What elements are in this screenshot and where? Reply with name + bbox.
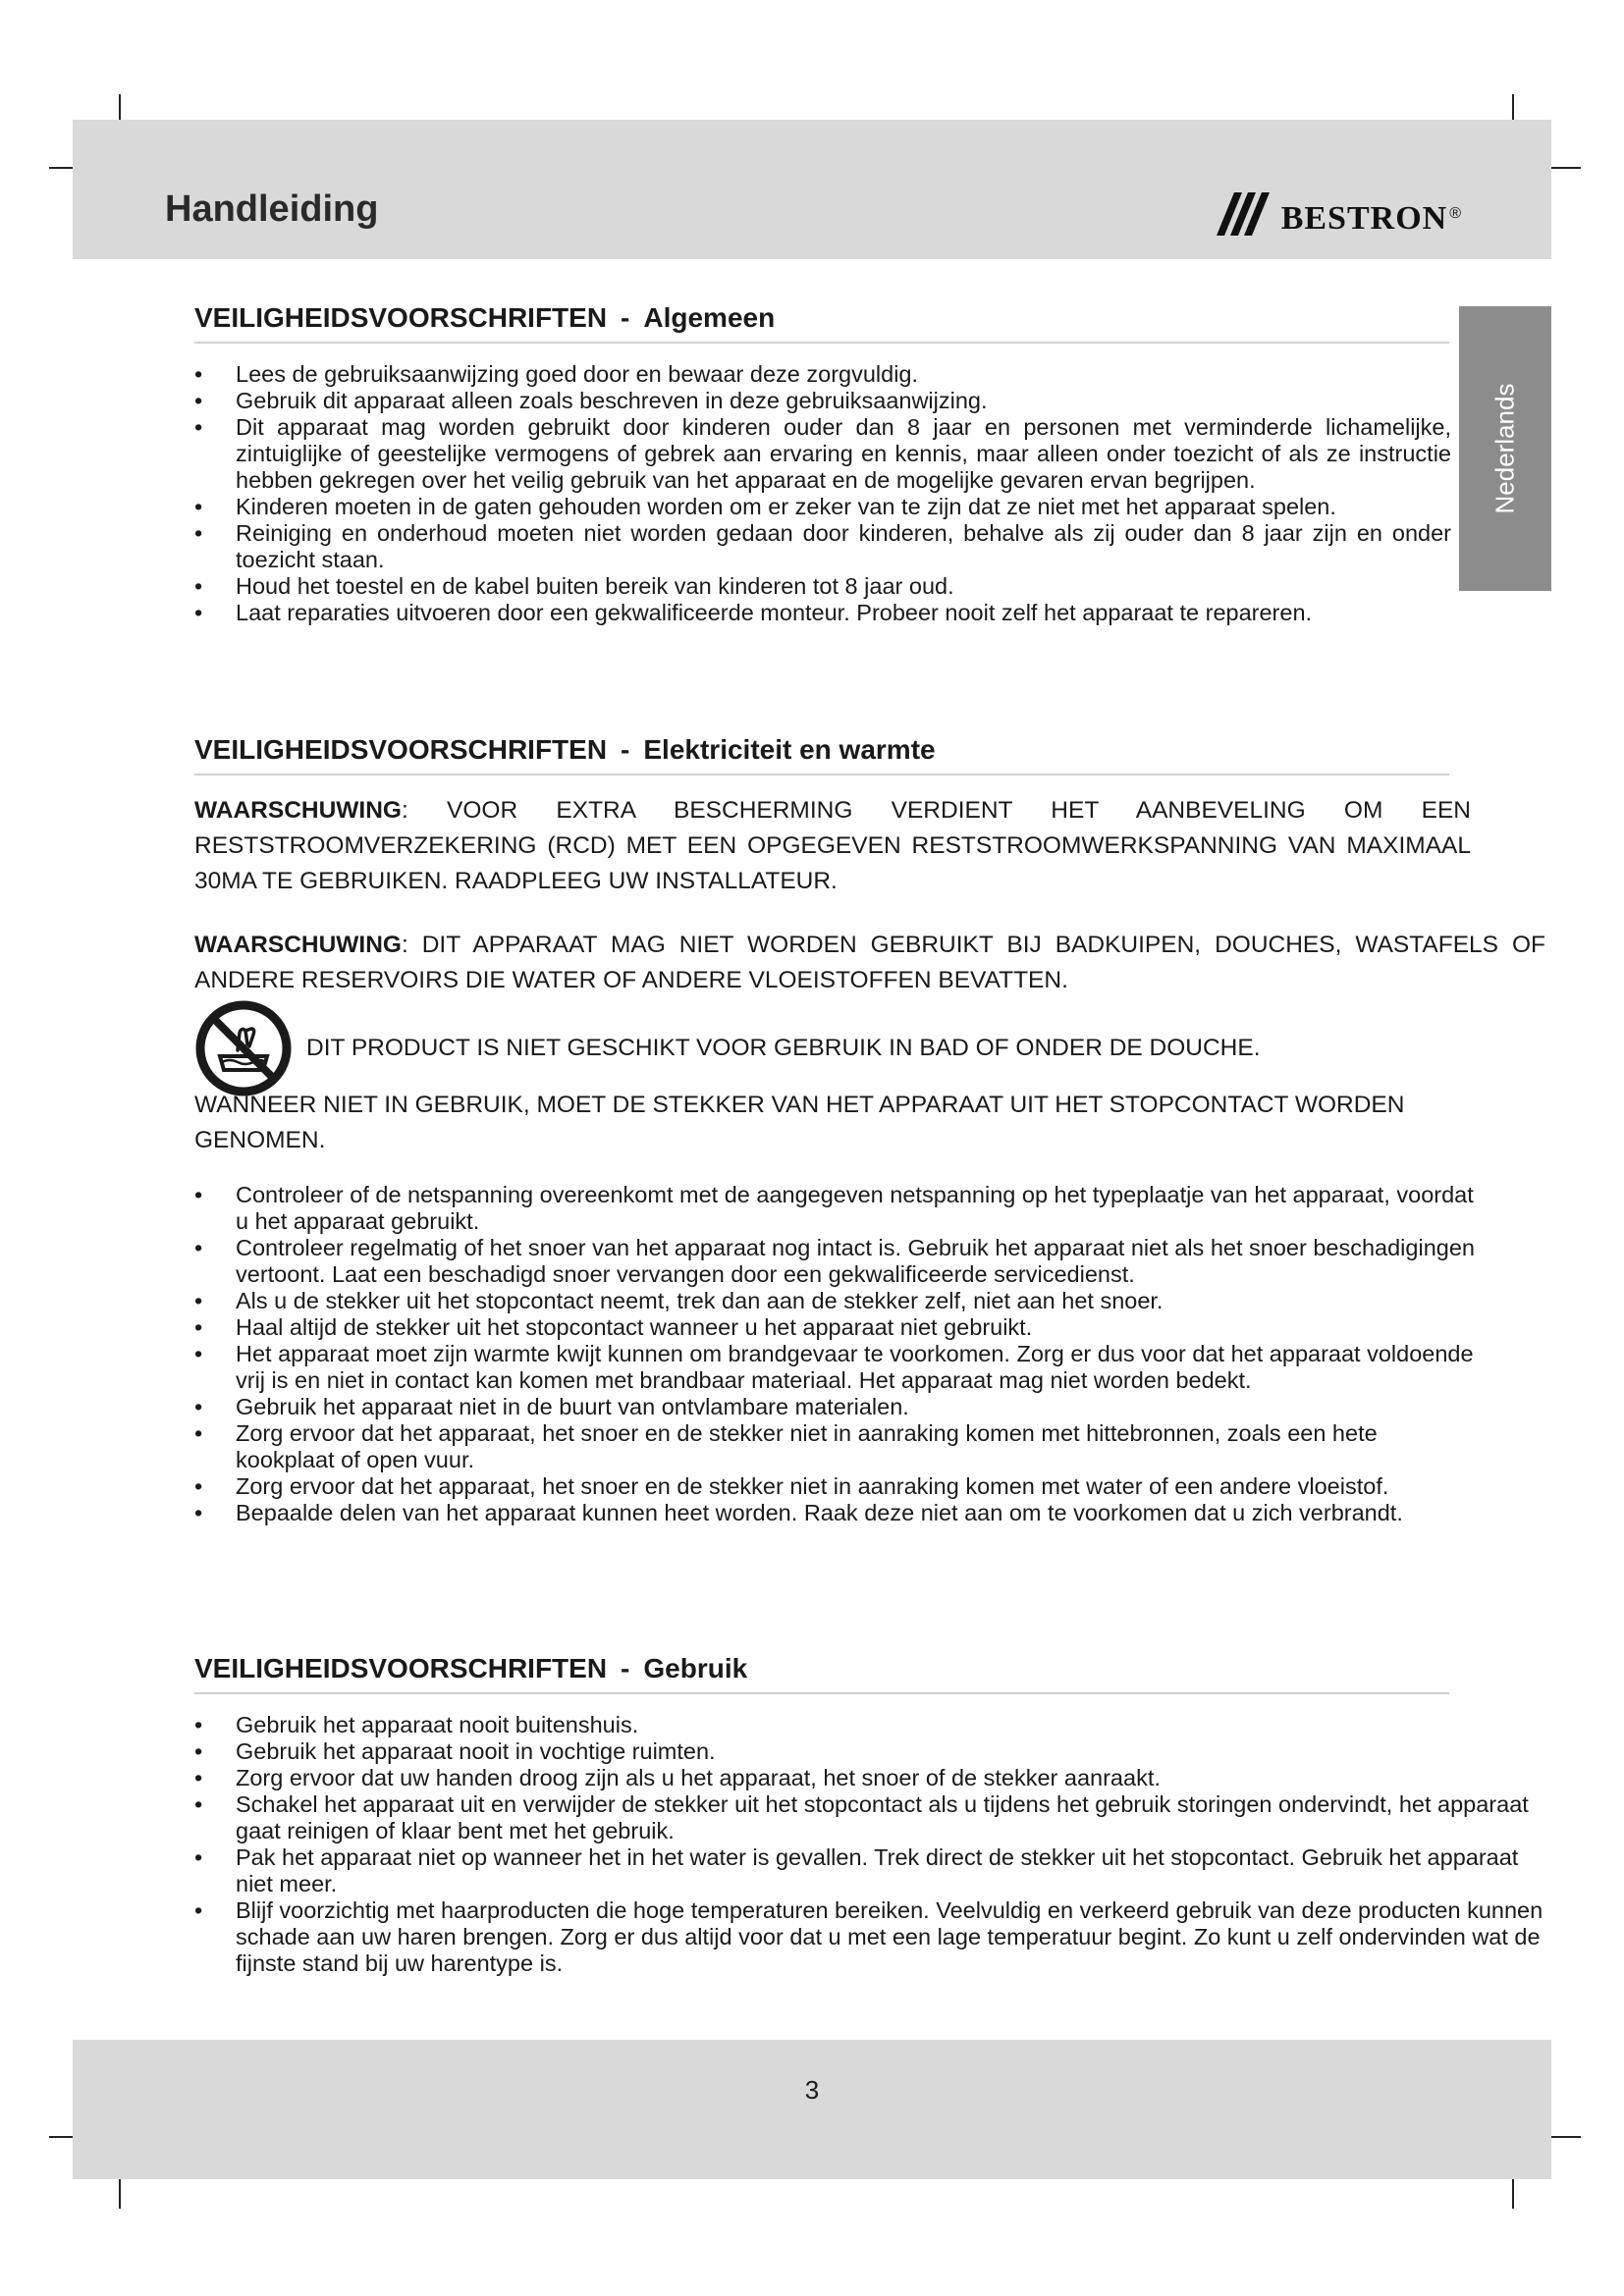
general-list	[194, 361, 1451, 626]
warning-label: WAARSCHUWING	[194, 932, 402, 958]
no-bath-icon	[194, 999, 293, 1097]
list-item-text: • Schakel het apparaat uit en verwijder de stekker uit het stopcontact als u tijdens het gebruik storingen ondervindt, het apparaat gaat reinigen of klaar bent met het gebruik.	[236, 1791, 1529, 1843]
section-heading-electric-title: VEILIGHEIDSVOORSCHRIFTEN	[194, 734, 608, 765]
list-item	[194, 1314, 1481, 1341]
unplug-notice	[194, 1088, 1471, 1158]
section-heading-general-title: VEILIGHEIDSVOORSCHRIFTEN	[194, 302, 608, 333]
language-tab	[1459, 306, 1551, 591]
unplug-notice-text: WANNEER NIET IN GEBRUIK, MOET DE STEKKER VAN HET APPARAAT UIT HET STOPCONTACT WORDEN GENOMEN.	[194, 1092, 1405, 1153]
section-heading-general-separator: -	[621, 302, 630, 333]
warning-rcd-text: : VOOR EXTRA BESCHERMING VERDIENT HET AANBEVELING OM EEN RESTSTROOMVERZEKERING (RCD) MET EEN OPGEGEVEN RESTSTROOMWERKSPANNING VAN MAXIMAAL 30MA TE GEBRUIKEN. RAADPLEEG UW INSTALLATEUR.	[194, 797, 1471, 894]
list-item	[194, 1712, 1549, 1738]
list-item-text: • Pak het apparaat niet op wanneer het in het water is gevallen. Trek direct de stekker uit het stopcontact. Gebruik het apparaat niet meer.	[236, 1844, 1519, 1896]
list-item	[194, 494, 1451, 520]
page-title: Handleiding	[165, 188, 379, 230]
footer-band	[73, 2040, 1551, 2179]
list-item	[194, 1765, 1549, 1791]
list-item-text: • Gebruik het apparaat nooit buitenshuis.	[236, 1712, 639, 1737]
warning-water-text: : DIT APPARAAT MAG NIET WORDEN GEBRUIKT BIJ BADKUIPEN, DOUCHES, WASTAFELS OF ANDERE RESERVOIRS DIE WATER OF ANDERE VLOEISTOFFEN BEVATTEN.	[194, 932, 1545, 993]
list-item-text: • Zorg ervoor dat het apparaat, het snoer en de stekker niet in aanraking komen met hittebronnen, zoals een hete kookplaat of open vuur.	[236, 1420, 1378, 1472]
list-item	[194, 1897, 1549, 1977]
list-item-text: • Controleer of de netspanning overeenkomt met de aangegeven netspanning op het typeplaatje van het apparaat, voordat u het apparaat gebruikt.	[236, 1182, 1474, 1234]
list-item	[194, 573, 1451, 600]
section-heading-usage-separator: -	[621, 1653, 630, 1683]
list-item	[194, 520, 1451, 573]
list-item-text: • Gebruik het apparaat nooit in vochtige ruimten.	[236, 1738, 716, 1764]
list-item	[194, 1844, 1549, 1897]
no-bath-text: DIT PRODUCT IS NIET GESCHIKT VOOR GEBRUIK IN BAD OF ONDER DE DOUCHE.	[306, 1035, 1261, 1061]
list-item-text: • Houd het toestel en de kabel buiten bereik van kinderen tot 8 jaar oud.	[236, 573, 954, 599]
list-item	[194, 388, 1451, 414]
list-item-text: • Laat reparaties uitvoeren door een gekwalificeerde monteur. Probeer nooit zelf het apparaat te repareren.	[236, 600, 1313, 625]
section-heading-general	[194, 302, 1449, 344]
brand-registered-mark: ®	[1449, 204, 1461, 222]
list-item	[194, 361, 1451, 388]
list-item-text: • Blijf voorzichtig met haarproducten die hoge temperaturen bereiken. Veelvuldig en verkeerd gebruik van deze producten kunnen schade aan uw haren brengen. Zorg er dus altijd voor dat u met een lage temperatuur begint. Zo kunt u zelf ondervinden wat de fijnste stand bij uw harentype is.	[236, 1897, 1543, 1976]
list-item-text: • Kinderen moeten in de gaten gehouden worden om er zeker van te zijn dat ze niet met het apparaat spelen.	[236, 494, 1336, 519]
list-item	[194, 1500, 1481, 1526]
page-number: 3	[804, 2075, 820, 2105]
list-item	[194, 1341, 1481, 1394]
list-item-text: • Gebruik dit apparaat alleen zoals beschreven in deze gebruiksaanwijzing.	[236, 388, 988, 413]
list-item	[194, 1288, 1481, 1314]
section-heading-electric	[194, 734, 1449, 775]
list-item	[194, 1235, 1481, 1288]
section-heading-electric-separator: -	[621, 734, 630, 765]
brand-logo	[1217, 187, 1461, 240]
brand-chevron-icon	[1217, 192, 1273, 236]
list-item	[194, 1394, 1481, 1420]
list-item-text: • Het apparaat moet zijn warmte kwijt kunnen om brandgevaar te voorkomen. Zorg er dus voor dat het apparaat voldoende vrij is en niet in contact kan komen met brandbaar materiaal. Het apparaat mag niet worden bedekt.	[236, 1341, 1474, 1393]
warning-rcd	[194, 793, 1471, 899]
list-item	[194, 600, 1451, 626]
section-heading-usage-title: VEILIGHEIDSVOORSCHRIFTEN	[194, 1653, 608, 1683]
list-item-text: • Als u de stekker uit het stopcontact neemt, trek dan aan de stekker zelf, niet aan het snoer.	[236, 1288, 1164, 1313]
brand-name: bestron	[1280, 187, 1448, 240]
no-bath-notice	[194, 999, 1261, 1097]
list-item	[194, 1738, 1549, 1765]
section-heading-usage-subtitle: Gebruik	[643, 1653, 748, 1683]
list-item-text: • Lees de gebruiksaanwijzing goed door en bewaar deze zorgvuldig.	[236, 361, 919, 387]
list-item-text: • Reiniging en onderhoud moeten niet worden gedaan door kinderen, behalve als zij ouder dan 8 jaar zijn en onder toezicht staan.	[236, 520, 1451, 572]
language-tab-label: Nederlands	[1489, 383, 1520, 514]
electric-list	[194, 1182, 1481, 1526]
list-item-text: • Gebruik het apparaat niet in de buurt van ontvlambare materialen.	[236, 1394, 909, 1419]
header-band	[73, 120, 1551, 259]
list-item-text: • Bepaalde delen van het apparaat kunnen heet worden. Raak deze niet aan om te voorkomen dat u zich verbrandt.	[236, 1500, 1403, 1525]
list-item-text: • Haal altijd de stekker uit het stopcontact wanneer u het apparaat niet gebruikt.	[236, 1314, 1033, 1340]
warning-label: WAARSCHUWING	[194, 797, 402, 824]
list-item	[194, 1182, 1481, 1235]
section-heading-general-subtitle: Algemeen	[643, 302, 776, 333]
section-heading-electric-subtitle: Elektriciteit en warmte	[643, 734, 936, 765]
list-item-text: • Zorg ervoor dat uw handen droog zijn als u het apparaat, het snoer of de stekker aanraakt.	[236, 1765, 1161, 1790]
usage-list	[194, 1712, 1549, 1977]
list-item	[194, 1420, 1481, 1473]
list-item	[194, 414, 1451, 494]
section-heading-usage	[194, 1653, 1449, 1694]
list-item	[194, 1791, 1549, 1844]
list-item-text: • Controleer regelmatig of het snoer van het apparaat nog intact is. Gebruik het apparaat niet als het snoer beschadigingen vertoont. Laat een beschadigd snoer vervangen door een gekwalificeerde servicedienst.	[236, 1235, 1475, 1287]
list-item-text: • Dit apparaat mag worden gebruikt door kinderen ouder dan 8 jaar en personen met verminderde lichamelijke, zintuiglijke of geestelijke vermogens of gebrek aan ervaring en kennis, maar alleen onder toezicht of als ze instructie hebben gekregen over het veilig gebruik van het apparaat en de mogelijke gevaren ervan begrijpen.	[236, 414, 1451, 493]
list-item	[194, 1473, 1481, 1500]
warning-water	[194, 928, 1545, 998]
list-item-text: • Zorg ervoor dat het apparaat, het snoer en de stekker niet in aanraking komen met water of een andere vloeistof.	[236, 1473, 1389, 1499]
